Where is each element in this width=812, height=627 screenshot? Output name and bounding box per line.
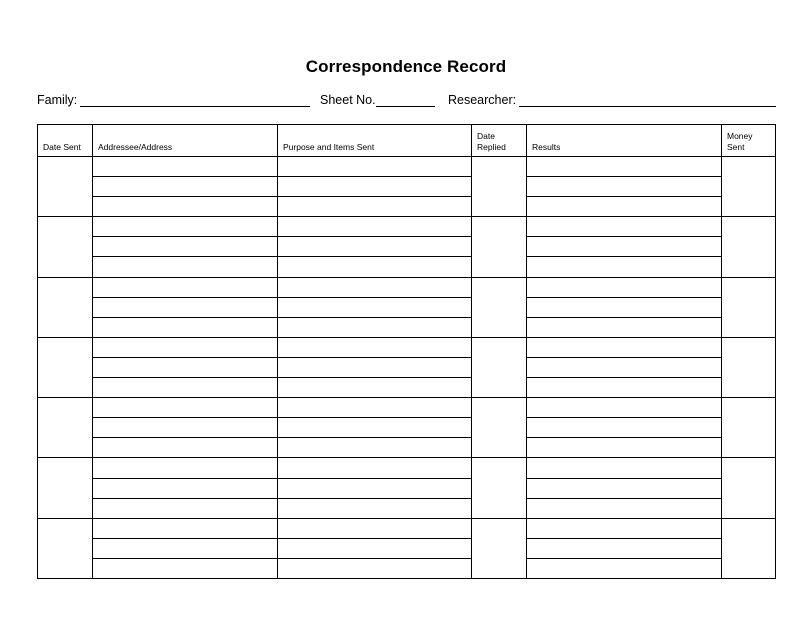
addressee-line[interactable]	[92, 417, 277, 437]
row-subline	[526, 377, 721, 378]
family-field[interactable]	[80, 106, 310, 107]
row-subline	[277, 297, 471, 298]
results-line[interactable]	[526, 236, 721, 256]
money-sent-cell[interactable]	[721, 397, 775, 457]
purpose-line[interactable]	[277, 196, 471, 216]
row-subline	[277, 437, 471, 438]
addressee-line[interactable]	[92, 196, 277, 216]
purpose-line[interactable]	[277, 297, 471, 317]
row-subline	[277, 256, 471, 257]
results-line[interactable]	[526, 377, 721, 397]
results-line[interactable]	[526, 498, 721, 518]
row-subline	[277, 498, 471, 499]
addressee-line[interactable]	[92, 317, 277, 337]
results-line[interactable]	[526, 558, 721, 578]
date-replied-cell[interactable]	[471, 277, 526, 337]
correspondence-table	[37, 124, 776, 579]
addressee-line[interactable]	[92, 277, 277, 297]
date-replied-cell[interactable]	[471, 156, 526, 216]
header-money-sent-line1: Money	[727, 131, 753, 141]
row-subline	[277, 317, 471, 318]
addressee-line[interactable]	[92, 518, 277, 538]
date-replied-cell[interactable]	[471, 337, 526, 397]
purpose-line[interactable]	[277, 317, 471, 337]
date-replied-cell[interactable]	[471, 518, 526, 578]
row-subline	[526, 176, 721, 177]
addressee-line[interactable]	[92, 437, 277, 457]
addressee-line[interactable]	[92, 457, 277, 477]
date-sent-cell[interactable]	[38, 397, 92, 457]
purpose-line[interactable]	[277, 357, 471, 377]
row-subline	[526, 256, 721, 257]
row-subline	[526, 357, 721, 358]
row-subline	[92, 297, 277, 298]
results-line[interactable]	[526, 538, 721, 558]
results-line[interactable]	[526, 216, 721, 236]
row-subline	[277, 377, 471, 378]
date-sent-cell[interactable]	[38, 216, 92, 276]
row-subline	[526, 297, 721, 298]
money-sent-cell[interactable]	[721, 156, 775, 216]
addressee-line[interactable]	[92, 498, 277, 518]
addressee-line[interactable]	[92, 397, 277, 417]
money-sent-cell[interactable]	[721, 216, 775, 276]
purpose-line[interactable]	[277, 277, 471, 297]
entry-divider	[38, 337, 775, 338]
row-subline	[526, 317, 721, 318]
row-subline	[277, 236, 471, 237]
entry-divider	[38, 397, 775, 398]
results-line[interactable]	[526, 317, 721, 337]
entry-divider	[38, 518, 775, 519]
addressee-line[interactable]	[92, 337, 277, 357]
purpose-line[interactable]	[277, 457, 471, 477]
addressee-line[interactable]	[92, 558, 277, 578]
results-line[interactable]	[526, 156, 721, 176]
row-subline	[92, 538, 277, 539]
addressee-line[interactable]	[92, 357, 277, 377]
row-subline	[92, 256, 277, 257]
row-subline	[92, 417, 277, 418]
row-subline	[277, 196, 471, 197]
purpose-line[interactable]	[277, 337, 471, 357]
purpose-line[interactable]	[277, 176, 471, 196]
addressee-line[interactable]	[92, 156, 277, 176]
row-subline	[526, 437, 721, 438]
row-subline	[277, 357, 471, 358]
row-subline	[526, 498, 721, 499]
results-line[interactable]	[526, 337, 721, 357]
money-sent-cell[interactable]	[721, 337, 775, 397]
addressee-line[interactable]	[92, 176, 277, 196]
date-sent-cell[interactable]	[38, 337, 92, 397]
researcher-label: Researcher:	[448, 93, 517, 107]
row-subline	[526, 538, 721, 539]
header-results: Results	[532, 142, 561, 152]
row-subline	[526, 236, 721, 237]
purpose-line[interactable]	[277, 397, 471, 417]
purpose-line[interactable]	[277, 417, 471, 437]
row-subline	[92, 478, 277, 479]
row-subline	[92, 498, 277, 499]
row-subline	[92, 558, 277, 559]
results-line[interactable]	[526, 397, 721, 417]
sheet-number-label: Sheet No.	[320, 93, 376, 107]
row-subline	[277, 417, 471, 418]
date-replied-cell[interactable]	[471, 216, 526, 276]
row-subline	[526, 478, 721, 479]
header-money-sent-line2: Sent	[727, 142, 745, 152]
results-line[interactable]	[526, 297, 721, 317]
date-sent-cell[interactable]	[38, 156, 92, 216]
results-line[interactable]	[526, 437, 721, 457]
row-subline	[526, 417, 721, 418]
purpose-line[interactable]	[277, 518, 471, 538]
header-date-replied-line2: Replied	[477, 142, 506, 152]
date-sent-cell[interactable]	[38, 277, 92, 337]
row-subline	[526, 558, 721, 559]
purpose-line[interactable]	[277, 256, 471, 276]
entry-divider	[38, 457, 775, 458]
date-replied-cell[interactable]	[471, 397, 526, 457]
row-subline	[277, 558, 471, 559]
purpose-line[interactable]	[277, 437, 471, 457]
sheet-number-field[interactable]	[376, 106, 435, 107]
row-subline	[92, 317, 277, 318]
purpose-line[interactable]	[277, 538, 471, 558]
purpose-line[interactable]	[277, 558, 471, 578]
results-line[interactable]	[526, 196, 721, 216]
entry-divider	[38, 277, 775, 278]
addressee-line[interactable]	[92, 377, 277, 397]
results-line[interactable]	[526, 176, 721, 196]
purpose-line[interactable]	[277, 478, 471, 498]
row-subline	[92, 437, 277, 438]
header-purpose: Purpose and Items Sent	[283, 142, 375, 152]
header-date-sent: Date Sent	[43, 142, 81, 152]
results-line[interactable]	[526, 277, 721, 297]
row-subline	[92, 176, 277, 177]
purpose-line[interactable]	[277, 236, 471, 256]
header-date-replied-line1: Date	[477, 131, 495, 141]
entry-divider	[38, 216, 775, 217]
results-line[interactable]	[526, 457, 721, 477]
row-subline	[277, 538, 471, 539]
page-title: Correspondence Record	[305, 57, 507, 76]
money-sent-cell[interactable]	[721, 518, 775, 578]
results-line[interactable]	[526, 256, 721, 276]
row-subline	[277, 478, 471, 479]
purpose-line[interactable]	[277, 216, 471, 236]
results-line[interactable]	[526, 518, 721, 538]
date-sent-cell[interactable]	[38, 457, 92, 517]
row-subline	[92, 357, 277, 358]
addressee-line[interactable]	[92, 478, 277, 498]
results-line[interactable]	[526, 417, 721, 437]
row-subline	[92, 377, 277, 378]
money-sent-cell[interactable]	[721, 277, 775, 337]
addressee-line[interactable]	[92, 216, 277, 236]
purpose-line[interactable]	[277, 156, 471, 176]
addressee-line[interactable]	[92, 538, 277, 558]
header-addressee: Addressee/Address	[98, 142, 173, 152]
row-subline	[526, 196, 721, 197]
row-subline	[277, 176, 471, 177]
row-subline	[92, 196, 277, 197]
family-label: Family:	[37, 93, 78, 107]
addressee-line[interactable]	[92, 297, 277, 317]
addressee-line[interactable]	[92, 236, 277, 256]
date-replied-cell[interactable]	[471, 457, 526, 517]
date-sent-cell[interactable]	[38, 518, 92, 578]
purpose-line[interactable]	[277, 377, 471, 397]
money-sent-cell[interactable]	[721, 457, 775, 517]
results-line[interactable]	[526, 478, 721, 498]
purpose-line[interactable]	[277, 498, 471, 518]
addressee-line[interactable]	[92, 256, 277, 276]
row-subline	[92, 236, 277, 237]
results-line[interactable]	[526, 357, 721, 377]
researcher-field[interactable]	[519, 106, 776, 107]
